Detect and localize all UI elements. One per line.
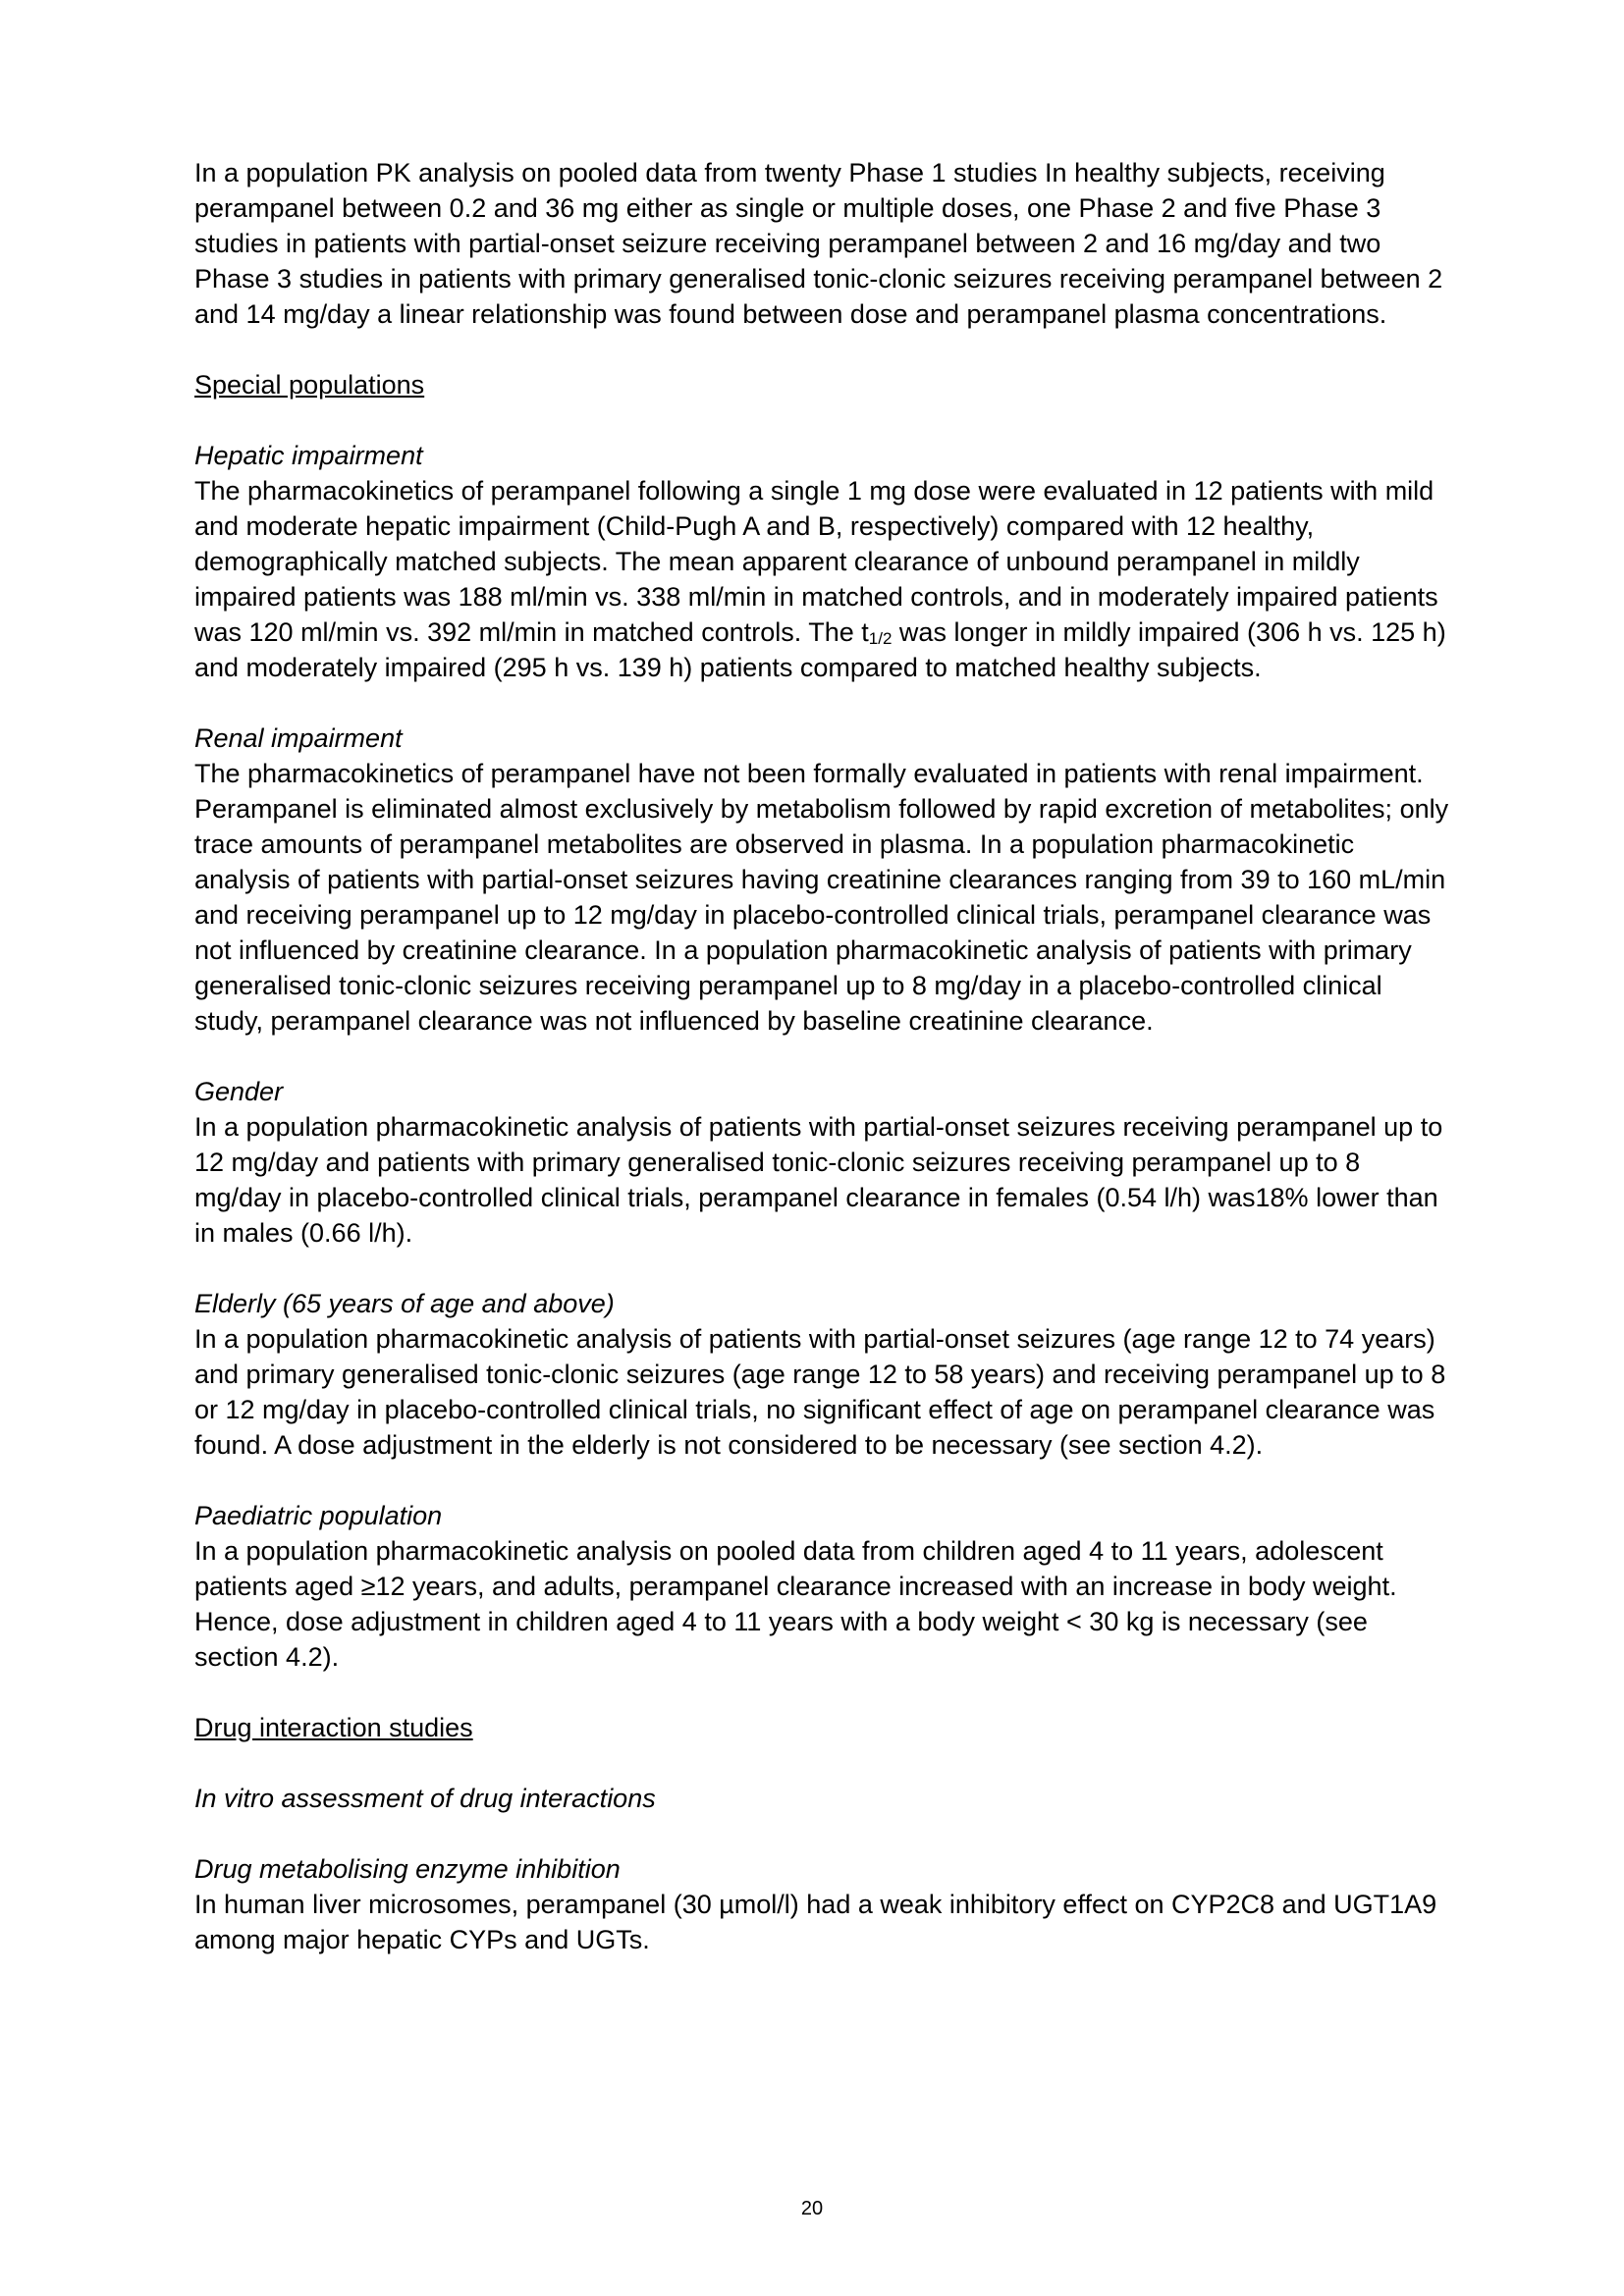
heading-in-vitro-assessment: In vitro assessment of drug interactions [194, 1784, 656, 1813]
heading-enzyme-inhibition: Drug metabolising enzyme inhibition [194, 1854, 621, 1884]
paragraph-pk-analysis: In a population PK analysis on pooled data from twenty Phase 1 studies In healthy subjects, receiving perampanel between 0.2 and 36 mg either as single or multiple doses, one Phase 2 and five Phase 3 studies in patients with partial-onset seizure receiving perampanel between 2 and 16 mg/day and two Phase 3 studies in patients with primary generalised tonic-clonic seizures receiving perampanel between 2 and 14 mg/day a linear relationship was found between dose and perampanel plasma concentrations. [194, 158, 1443, 329]
paragraph-gender: In a population pharmacokinetic analysis of patients with partial-onset seizures receiving perampanel up to 12 mg/day and patients with primary generalised tonic-clonic seizures receiving perampanel up to 8 mg/day in placebo-controlled clinical trials, perampanel clearance in females (0.54 l/h) was18% lower than in males (0.66 l/h). [194, 1112, 1443, 1248]
heading-drug-interaction-studies: Drug interaction studies [194, 1713, 473, 1742]
paragraph-elderly: In a population pharmacokinetic analysis of patients with partial-onset seizures (age range 12 to 74 years) and primary generalised tonic-clonic seizures (age range 12 to 58 years) and receiving perampanel up to 8 or 12 mg/day in placebo-controlled clinical trials, no significant effect of age on perampanel clearance was found. A dose adjustment in the elderly is not considered to be necessary (see section 4.2). [194, 1324, 1446, 1460]
heading-elderly: Elderly (65 years of age and above) [194, 1289, 615, 1318]
page-number: 20 [800, 2198, 824, 2219]
heading-gender: Gender [194, 1077, 284, 1106]
heading-hepatic-impairment: Hepatic impairment [194, 441, 423, 470]
paragraph-renal-impairment: The pharmacokinetics of perampanel have not been formally evaluated in patients with renal impairment. Perampanel is eliminated almost exclusively by metabolism followed by rapid excretion of metabolites; only trace amounts of perampanel metabolites are observed in plasma. In a population pharmacokinetic analysis of patients with partial-onset seizures having creatinine clearances ranging from 39 to 160 mL/min and receiving perampanel up to 12 mg/day in placebo-controlled clinical trials, perampanel clearance was not influenced by creatinine clearance. In a population pharmacokinetic analysis of patients with primary generalised tonic-clonic seizures receiving perampanel up to 8 mg/day in a placebo-controlled clinical study, perampanel clearance was not influenced by baseline creatinine clearance. [194, 759, 1449, 1036]
hepatic-text-part2: was longer in mildly impaired (306 h vs. 125 h) and moderately impaired (295 h vs. 139 h) patients compared to matched healthy subjects. [194, 617, 1446, 682]
document-body [194, 155, 1451, 1957]
half-life-subscript: 1/2 [868, 629, 893, 648]
hepatic-text-part1: The pharmacokinetics of perampanel following a single 1 mg dose were evaluated in 12 patients with mild and moderate hepatic impairment (Child-Pugh A and B, respectively) compared with 12 healthy, demographically matched subjects. The mean apparent clearance of unbound perampanel in mildly impaired patients was 188 ml/min vs. 338 ml/min in matched controls, and in moderately impaired patients was 120 ml/min vs. 392 ml/min in matched controls. The t [194, 476, 1438, 647]
paragraph-enzyme-inhibition: In human liver microsomes, perampanel (30 µmol/l) had a weak inhibitory effect on CYP2C8 and UGT1A9 among major hepatic CYPs and UGTs. [194, 1890, 1437, 1954]
paragraph-paediatric-population: In a population pharmacokinetic analysis on pooled data from children aged 4 to 11 years, adolescent patients aged ≥12 years, and adults, perampanel clearance increased with an increase in body weight. Hence, dose adjustment in children aged 4 to 11 years with a body weight < 30 kg is necessary (see section 4.2). [194, 1536, 1397, 1672]
heading-renal-impairment: Renal impairment [194, 723, 403, 753]
paragraph-hepatic-impairment [194, 473, 1451, 685]
heading-special-populations: Special populations [194, 370, 425, 400]
heading-paediatric-population: Paediatric population [194, 1501, 443, 1530]
